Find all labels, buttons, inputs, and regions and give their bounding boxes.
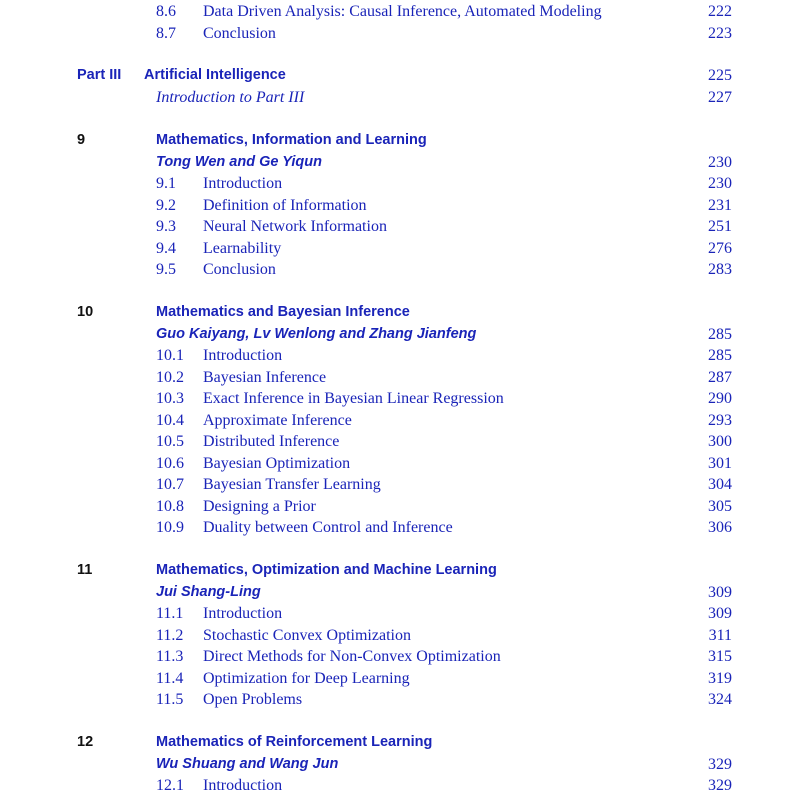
section-number: 9.2 (156, 197, 176, 214)
section-number: 10.2 (156, 369, 184, 386)
chapter-title: Mathematics, Information and Learning (156, 132, 427, 148)
page-number: 301 (708, 455, 732, 472)
page-number: 222 (708, 3, 732, 20)
page-number: 287 (708, 369, 732, 386)
page-number: 304 (708, 476, 732, 493)
page-number: 231 (708, 197, 732, 214)
page-number: 309 (708, 605, 732, 622)
section-number: 9.5 (156, 261, 176, 278)
section-title: Optimization for Deep Learning (203, 670, 410, 687)
chapter-title: Mathematics of Reinforcement Learning (156, 734, 433, 750)
section-title: Distributed Inference (203, 433, 340, 450)
toc-entry-section[interactable] (0, 519, 800, 541)
page-number: 329 (708, 777, 732, 794)
toc-entry-chapter[interactable] (0, 562, 800, 584)
toc-entry-section[interactable] (0, 369, 800, 391)
page-number: 290 (708, 390, 732, 407)
page-number: 306 (708, 519, 732, 536)
page-number: 293 (708, 412, 732, 429)
toc-entry-part[interactable] (0, 67, 800, 89)
section-title: Approximate Inference (203, 412, 352, 429)
page-number: 230 (708, 154, 732, 171)
section-number: 10.9 (156, 519, 184, 536)
page-number: 227 (708, 89, 732, 106)
toc-entry-chapter[interactable] (0, 304, 800, 326)
section-number: 11.2 (156, 627, 184, 644)
toc-entry-chapter[interactable] (0, 734, 800, 756)
section-title: Data Driven Analysis: Causal Inference, Automated Modeling (203, 3, 602, 20)
chapter-title: Mathematics, Optimization and Machine Learning (156, 562, 497, 578)
section-title: Introduction (203, 605, 283, 622)
page-number: 309 (708, 584, 732, 601)
chapter-number: 9 (77, 132, 86, 148)
toc-entry-section[interactable] (0, 605, 800, 627)
toc-entry-section[interactable] (0, 648, 800, 670)
section-number: 10.8 (156, 498, 184, 515)
toc-entry-section[interactable] (0, 476, 800, 498)
section-title: Neural Network Information (203, 218, 387, 235)
toc-entry-section[interactable] (0, 197, 800, 219)
toc-entry-authors[interactable] (0, 756, 800, 778)
section-title: Bayesian Optimization (203, 455, 351, 472)
page-number: 276 (708, 240, 732, 257)
part-introduction: Introduction to Part III (156, 89, 305, 106)
page-number: 329 (708, 756, 732, 773)
chapter-number: 11 (77, 562, 93, 578)
page-number: 324 (708, 691, 732, 708)
section-title: Open Problems (203, 691, 303, 708)
page-number: 230 (708, 175, 732, 192)
chapter-authors: Tong Wen and Ge Yiqun (156, 154, 322, 170)
section-title: Designing a Prior (203, 498, 316, 515)
chapter-number: 10 (77, 304, 94, 320)
chapter-authors: Jui Shang-Ling (156, 584, 261, 600)
toc-entry-section[interactable] (0, 777, 800, 799)
toc-entry-chapter[interactable] (0, 132, 800, 154)
toc-entry-section[interactable] (0, 433, 800, 455)
section-number: 11.4 (156, 670, 184, 687)
toc-entry-authors[interactable] (0, 584, 800, 606)
toc-entry-section[interactable] (0, 691, 800, 713)
section-title: Conclusion (203, 25, 276, 42)
toc-entry-authors[interactable] (0, 326, 800, 348)
section-title: Duality between Control and Inference (203, 519, 453, 536)
page-number: 319 (708, 670, 732, 687)
chapter-number: 12 (77, 734, 94, 750)
section-title: Direct Methods for Non-Convex Optimization (203, 648, 501, 665)
section-number: 10.5 (156, 433, 184, 450)
toc-entry-section[interactable] (0, 670, 800, 692)
section-number: 9.1 (156, 175, 176, 192)
section-number: 8.6 (156, 3, 176, 20)
section-number: 9.3 (156, 218, 176, 235)
section-title: Conclusion (203, 261, 276, 278)
part-label: Part III (77, 67, 122, 83)
section-title: Definition of Information (203, 197, 367, 214)
chapter-authors: Wu Shuang and Wang Jun (156, 756, 339, 772)
section-title: Introduction (203, 777, 283, 794)
toc-entry-intro[interactable] (0, 89, 800, 111)
section-number: 8.7 (156, 25, 176, 42)
section-title: Introduction (203, 175, 283, 192)
toc-entry-section[interactable] (0, 627, 800, 649)
toc-entry-authors[interactable] (0, 154, 800, 176)
toc-entry-section[interactable] (0, 261, 800, 283)
page-number: 311 (708, 627, 732, 644)
section-number: 11.5 (156, 691, 184, 708)
page-number: 305 (708, 498, 732, 515)
section-number: 10.6 (156, 455, 184, 472)
section-number: 9.4 (156, 240, 176, 257)
toc-entry-section[interactable] (0, 240, 800, 262)
chapter-title: Mathematics and Bayesian Inference (156, 304, 410, 320)
page-number: 223 (708, 25, 732, 42)
section-number: 10.4 (156, 412, 184, 429)
toc-entry-section[interactable] (0, 412, 800, 434)
section-title: Stochastic Convex Optimization (203, 627, 411, 644)
page-number: 285 (708, 326, 732, 343)
toc-entry-section[interactable] (0, 347, 800, 369)
section-title: Bayesian Transfer Learning (203, 476, 381, 493)
page-number: 315 (708, 648, 732, 665)
section-title: Bayesian Inference (203, 369, 327, 386)
section-number: 11.3 (156, 648, 184, 665)
part-title: Artificial Intelligence (144, 67, 286, 83)
toc-entry-section[interactable] (0, 3, 800, 25)
toc-entry-section[interactable] (0, 390, 800, 412)
page-number: 300 (708, 433, 732, 450)
page-number: 251 (708, 218, 732, 235)
toc-entry-section[interactable] (0, 218, 800, 240)
section-number: 12.1 (156, 777, 184, 794)
toc-entry-section[interactable] (0, 498, 800, 520)
page-number: 285 (708, 347, 732, 364)
section-number: 11.1 (156, 605, 184, 622)
toc-entry-section[interactable] (0, 455, 800, 477)
page-number: 225 (708, 67, 732, 84)
toc-entry-section[interactable] (0, 25, 800, 47)
section-title: Exact Inference in Bayesian Linear Regression (203, 390, 504, 407)
toc-entry-section[interactable] (0, 175, 800, 197)
section-number: 10.1 (156, 347, 184, 364)
chapter-authors: Guo Kaiyang, Lv Wenlong and Zhang Jianfeng (156, 326, 477, 342)
section-number: 10.3 (156, 390, 184, 407)
section-title: Learnability (203, 240, 282, 257)
section-title: Introduction (203, 347, 283, 364)
page-number: 283 (708, 261, 732, 278)
section-number: 10.7 (156, 476, 184, 493)
